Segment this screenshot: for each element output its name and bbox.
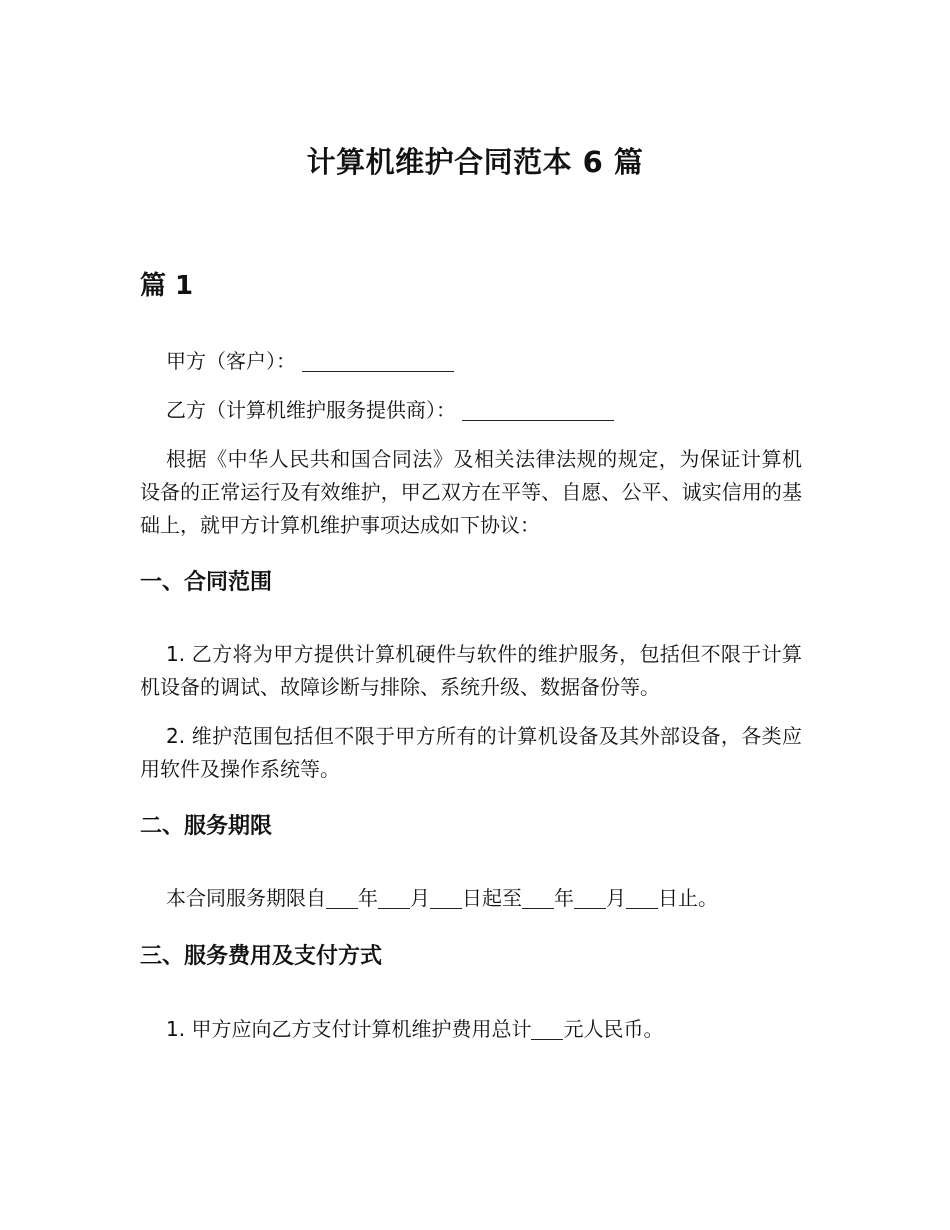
term-day-start: 日起至 <box>462 886 522 910</box>
party-b-label: 乙方（计算机维护服务提供商）： <box>166 398 456 422</box>
term-year-start: 年 <box>358 886 378 910</box>
fee-prefix: 1. 甲方应向乙方支付计算机维护费用总计 <box>166 1017 532 1041</box>
party-a-label: 甲方（客户）： <box>166 349 296 373</box>
party-a-line <box>140 345 802 378</box>
party-b-line <box>140 394 802 427</box>
section-heading: 篇 1 <box>140 271 194 301</box>
term-blank <box>522 888 554 909</box>
preamble-paragraph: 根据《中华人民共和国合同法》及相关法律法规的规定，为保证计算机设备的正常运行及有效维护，甲乙双方在平等、自愿、公平、诚实信用的基础上，就甲方计算机维护事项达成如下协议： <box>140 447 802 537</box>
clause-heading-term: 二、服务期限 <box>140 814 273 839</box>
term-blank <box>378 888 410 909</box>
party-a-blank <box>302 351 454 372</box>
term-year-end: 年 <box>554 886 574 910</box>
term-blank <box>574 888 606 909</box>
term-day-end: 日止。 <box>658 886 718 910</box>
term-line <box>140 882 840 915</box>
fee-blank <box>531 1019 563 1040</box>
clause-item: 2. 维护范围包括但不限于甲方所有的计算机设备及其外部设备，各类应用软件及操作系统等。 <box>140 724 802 781</box>
party-b-blank <box>462 400 614 421</box>
term-prefix: 本合同服务期限自 <box>166 886 326 910</box>
clause-heading-fees: 三、服务费用及支付方式 <box>140 944 383 969</box>
term-month-end: 月 <box>606 886 626 910</box>
term-blank <box>626 888 658 909</box>
term-blank <box>430 888 462 909</box>
fee-suffix: 元人民币。 <box>563 1017 664 1041</box>
clause-heading-scope: 一、合同范围 <box>140 570 273 595</box>
clause-item: 1. 乙方将为甲方提供计算机硬件与软件的维护服务，包括但不限于计算机设备的调试、故障诊断与排除、系统升级、数据备份等。 <box>140 642 802 699</box>
fee-line <box>140 1013 802 1046</box>
document-title: 计算机维护合同范本 6 篇 <box>306 145 644 179</box>
term-month-start: 月 <box>410 886 430 910</box>
term-blank <box>326 888 358 909</box>
